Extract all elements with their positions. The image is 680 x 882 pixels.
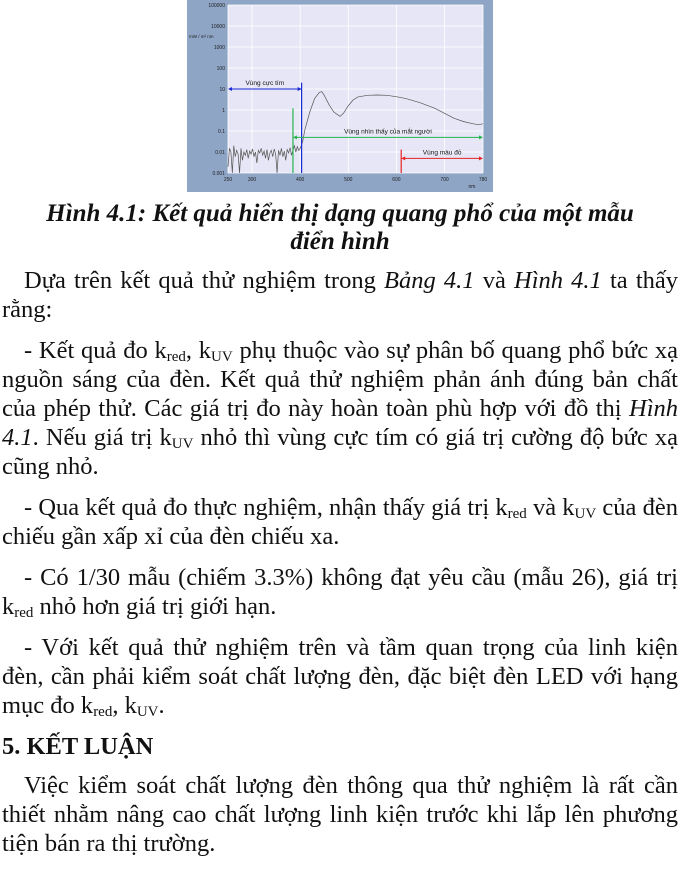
- x-tick-label: 780: [478, 177, 488, 183]
- y-tick-label: 1000: [213, 45, 225, 51]
- text-segment: , k: [112, 692, 137, 719]
- y-tick-label: 1: [222, 108, 225, 114]
- section-heading: 5. KẾT LUẬN: [2, 733, 154, 760]
- text-segment: - Có 1/30 mẫu (chiếm 3.3%) không đạt yêu cầu (mẫu 26), giá trị k: [2, 564, 678, 620]
- subscript: UV: [211, 349, 233, 365]
- x-tick-label: 700: [440, 177, 449, 183]
- italic-reference: Hình 4.1: [514, 267, 602, 294]
- text-segment: - Qua kết quả đo thực nghiệm, nhận thấy giá trị k: [24, 494, 508, 521]
- subscript: UV: [574, 506, 597, 522]
- text-segment: nhỏ hơn giá trị giới hạn.: [33, 593, 277, 620]
- paragraph: [2, 493, 678, 551]
- text-segment: ta thấy rằng:: [2, 267, 679, 323]
- italic-reference: Hình 4.1: [2, 395, 678, 451]
- paragraph: [2, 266, 678, 324]
- text-segment: - Kết quả đo k: [24, 337, 167, 364]
- text-segment: , k: [185, 337, 212, 364]
- body-text: [2, 266, 678, 870]
- text-segment: của đèn chiếu gần xấp xỉ của đèn chiếu xa.: [2, 494, 678, 550]
- subscript: UV: [171, 436, 194, 452]
- y-tick-label: 0.01: [215, 150, 225, 156]
- spectrum-figure: [187, 0, 493, 192]
- paragraph: [2, 563, 678, 621]
- text-segment: Dựa trên kết quả thử nghiệm trong: [24, 267, 384, 294]
- text-segment: phụ thuộc vào sự phân bố quang phổ bức xạ nguồn sáng của đèn. Kết quả thử nghiệm phản ánh đúng bản chất của phép thử. Các giá trị đo này hoàn toàn phù hợp với đồ thị: [2, 337, 678, 422]
- region-label: Vùng nhìn thấy của mắt người: [344, 128, 432, 136]
- subscript: red: [14, 605, 34, 621]
- x-tick-label: 300: [247, 177, 257, 183]
- spectrum-chart: [187, 0, 493, 192]
- text-segment: . Nếu giá trị k: [32, 424, 172, 451]
- x-tick-label: 500: [344, 177, 353, 183]
- caption-line-2: điển hình: [290, 228, 390, 255]
- paragraph: [2, 633, 678, 720]
- text-segment: và: [474, 267, 514, 294]
- text-segment: Việc kiểm soát chất lượng đèn thông qua thử nghiệm là rất cần thiết nhằm nâng cao chất lượng linh kiện trước khi lắp lên phương tiện bán ra thị trường.: [2, 772, 678, 857]
- text-segment: .: [158, 692, 165, 719]
- region-label: Vùng cực tím: [245, 80, 285, 87]
- paragraph: [2, 336, 678, 481]
- text-segment: nhỏ thì vùng cực tím có giá trị cường độ bức xạ cũng nhỏ.: [2, 424, 678, 480]
- figure-caption: [0, 200, 680, 256]
- subscript: UV: [136, 704, 159, 720]
- y-tick-label: 100: [216, 66, 225, 72]
- y-tick-label: 0.001: [212, 171, 225, 177]
- text-segment: - Với kết quả thử nghiệm trên và tầm quan trọng của linh kiện đèn, cần phải kiểm soát chất lượng đèn, đặc biệt đèn LED với hạng mục đo k: [2, 634, 678, 719]
- x-tick-label: 250: [223, 177, 233, 183]
- y-axis-label: mW / m² nm: [189, 34, 214, 39]
- region-label: Vùng màu đỏ: [422, 149, 462, 157]
- conclusion-paragraph: [2, 771, 678, 858]
- y-tick-label: 100000: [208, 3, 225, 9]
- italic-reference: Bảng 4.1: [384, 267, 475, 294]
- subscript: red: [507, 506, 527, 522]
- subscript: red: [93, 704, 113, 720]
- x-tick-label: 400: [295, 177, 305, 183]
- text-segment: và k: [526, 494, 575, 521]
- caption-line-1: Hình 4.1: Kết quả hiển thị dạng quang phổ của một mẫu: [46, 200, 634, 227]
- y-tick-label: 10: [219, 87, 225, 93]
- x-axis-label: nm: [468, 184, 476, 190]
- y-tick-label: 0.1: [218, 129, 225, 135]
- x-tick-label: 600: [392, 177, 401, 183]
- y-tick-label: 10000: [211, 24, 225, 30]
- subscript: red: [166, 349, 186, 365]
